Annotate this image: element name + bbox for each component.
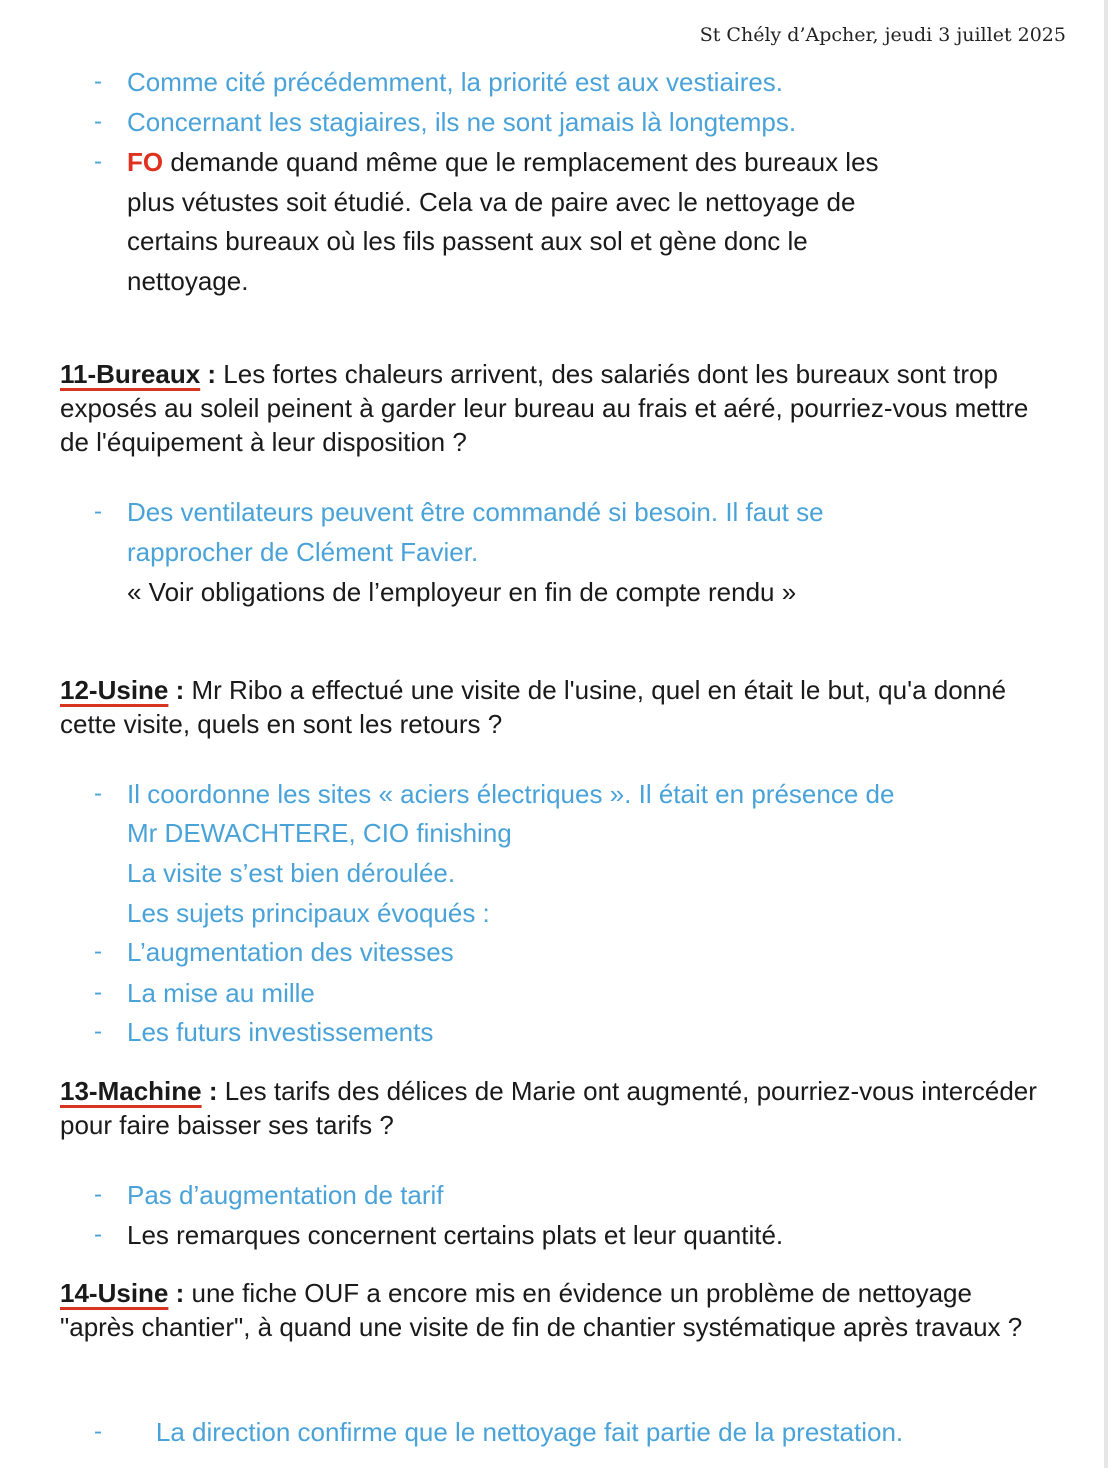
question-colon: :: [200, 359, 224, 389]
bullet-dash: -: [94, 1181, 102, 1208]
bullet-dash: -: [94, 780, 102, 807]
answer-line: Mr DEWACHTERE, CIO finishing: [127, 818, 512, 848]
question-colon: :: [168, 675, 185, 705]
answer-line: La visite s’est bien déroulée.: [127, 858, 456, 888]
question-text: une fiche OUF a encore mis en évidence un problème de nettoyage "après chantier", à quand une visite de fin de chantier systématique après travaux ?: [60, 1278, 1023, 1342]
answer-line: L’augmentation des vitesses: [127, 937, 454, 967]
fo-request-line: plus vétustes soit étudié. Cela va de paire avec le nettoyage de: [127, 187, 856, 217]
bullet-dash: -: [94, 1418, 102, 1445]
bullet-dash: -: [94, 938, 102, 965]
answer-line: Concernant les stagiaires, ils ne sont jamais là longtemps.: [127, 107, 797, 137]
answer-line: La direction confirme que le nettoyage fait partie de la prestation.: [127, 1417, 904, 1447]
answer-line: Des ventilateurs peuvent être commandé si besoin. Il faut se: [127, 497, 824, 527]
fo-request-text: demande quand même que le remplacement des bureaux les: [163, 147, 879, 177]
fo-label: FO: [127, 147, 164, 177]
question-text: Les fortes chaleurs arrivent, des salariés dont les bureaux sont trop exposés au soleil peinent à garder leur bureau au frais et aéré, pourriez-vous mettre de l'équipement à leur disposition ?: [60, 359, 1029, 457]
question-13: [60, 1074, 1050, 1142]
fo-request-line: [127, 142, 879, 182]
question-12: [60, 673, 1050, 741]
answer-line: Les futurs investissements: [127, 1017, 434, 1047]
answer-line: Il coordonne les sites « aciers électriques ». Il était en présence de: [127, 779, 895, 809]
page-edge: [1104, 0, 1108, 1468]
question-label: 14-Usine: [60, 1278, 169, 1308]
bullet-dash: -: [94, 1018, 102, 1045]
header-date: St Chély d’Apcher, jeudi 3 juillet 2025: [699, 24, 1066, 46]
answer-line: Les sujets principaux évoqués :: [127, 898, 490, 928]
question-label: 13-Machine: [60, 1076, 202, 1106]
bullet-dash: -: [94, 148, 102, 175]
answer-line: La mise au mille: [127, 978, 315, 1008]
bullet-dash: -: [94, 1221, 102, 1248]
question-label: 11-Bureaux: [60, 359, 201, 389]
question-label: 12-Usine: [60, 675, 169, 705]
question-11: [60, 357, 1050, 459]
answer-line: rapprocher de Clément Favier.: [127, 537, 479, 567]
question-colon: :: [201, 1076, 218, 1106]
question-14: [60, 1276, 1050, 1344]
question-text: Les tarifs des délices de Marie ont augmenté, pourriez-vous intercéder pour faire baisser ses tarifs ?: [60, 1076, 1037, 1140]
bullet-dash: -: [94, 68, 102, 95]
question-text: Mr Ribo a effectué une visite de l'usine, quel en était le but, qu'a donné cette visite, quels en sont les retours ?: [60, 675, 1007, 739]
bullet-dash: -: [94, 498, 102, 525]
fo-request-line: certains bureaux où les fils passent aux sol et gène donc le: [127, 226, 808, 256]
answer-line: Les remarques concernent certains plats et leur quantité.: [127, 1220, 784, 1250]
fo-request-line: nettoyage.: [127, 266, 249, 296]
question-colon: :: [168, 1278, 185, 1308]
answer-line: « Voir obligations de l’employeur en fin de compte rendu »: [127, 577, 797, 607]
bullet-dash: -: [94, 979, 102, 1006]
answer-line: Comme cité précédemment, la priorité est aux vestiaires.: [127, 67, 784, 97]
bullet-dash: -: [94, 108, 102, 135]
answer-line: Pas d’augmentation de tarif: [127, 1180, 444, 1210]
